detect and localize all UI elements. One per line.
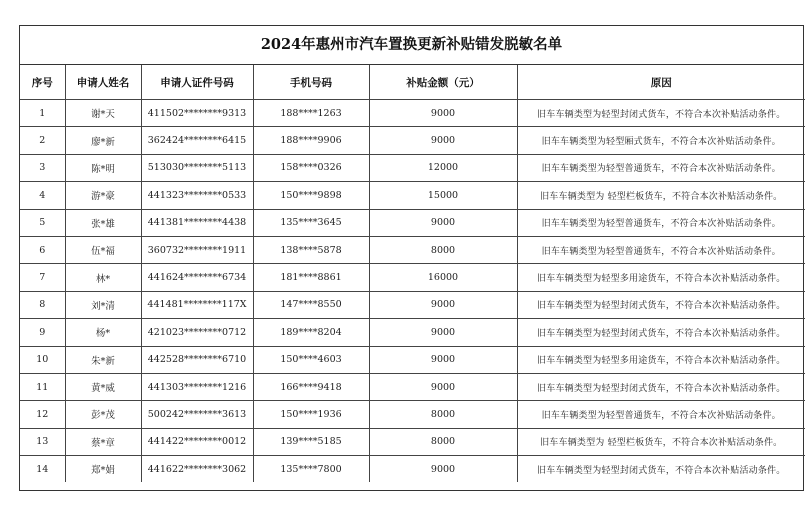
cell-reason: 旧车车辆类型为轻型普通货车，不符合本次补贴活动条件。 <box>517 236 805 263</box>
cell-reason: 旧车车辆类型为轻型普通货车，不符合本次补贴活动条件。 <box>517 401 805 428</box>
cell-id-number: 421023********0712 <box>141 319 253 346</box>
cell-id-number: 360732********1911 <box>141 236 253 263</box>
cell-reason: 旧车车辆类型为轻型封闭式货车，不符合本次补贴活动条件。 <box>517 373 805 400</box>
cell-no: 13 <box>20 428 65 455</box>
cell-no: 14 <box>20 456 65 483</box>
cell-amount: 9000 <box>369 100 517 127</box>
cell-amount: 16000 <box>369 264 517 291</box>
cell-phone: 150****1936 <box>253 401 369 428</box>
cell-reason: 旧车车辆类型为轻型普通货车，不符合本次补贴活动条件。 <box>517 209 805 236</box>
cell-no: 4 <box>20 182 65 209</box>
cell-amount: 9000 <box>369 319 517 346</box>
cell-no: 8 <box>20 291 65 318</box>
cell-reason: 旧车车辆类型为轻型多用途货车，不符合本次补贴活动条件。 <box>517 264 805 291</box>
cell-amount: 9000 <box>369 127 517 154</box>
table-row <box>20 154 805 181</box>
cell-name: 伍*福 <box>65 236 141 263</box>
cell-name: 林* <box>65 264 141 291</box>
cell-amount: 12000 <box>369 154 517 181</box>
cell-id-number: 441422********0012 <box>141 428 253 455</box>
cell-no: 12 <box>20 401 65 428</box>
cell-id-number: 513030********5113 <box>141 154 253 181</box>
cell-id-number: 441303********1216 <box>141 373 253 400</box>
table-header-row <box>20 65 805 100</box>
cell-phone: 181****8861 <box>253 264 369 291</box>
cell-no: 5 <box>20 209 65 236</box>
cell-name: 彭*茂 <box>65 401 141 428</box>
table-row <box>20 264 805 291</box>
cell-reason: 旧车车辆类型为轻型封闭式货车，不符合本次补贴活动条件。 <box>517 456 805 483</box>
cell-name: 黄*威 <box>65 373 141 400</box>
header-id: 申请人证件号码 <box>141 65 253 100</box>
header-reason: 原因 <box>517 65 805 100</box>
cell-phone: 188****9906 <box>253 127 369 154</box>
cell-name: 陈*明 <box>65 154 141 181</box>
cell-phone: 138****5878 <box>253 236 369 263</box>
cell-id-number: 441381********4438 <box>141 209 253 236</box>
cell-phone: 147****8550 <box>253 291 369 318</box>
cell-amount: 9000 <box>369 373 517 400</box>
table-row <box>20 236 805 263</box>
cell-name: 朱*新 <box>65 346 141 373</box>
cell-no: 9 <box>20 319 65 346</box>
cell-phone: 135****3645 <box>253 209 369 236</box>
cell-id-number: 441622********3062 <box>141 456 253 483</box>
document-title: 2024年惠州市汽车置换更新补贴错发脱敏名单 <box>20 26 803 65</box>
table-row <box>20 428 805 455</box>
cell-reason: 旧车车辆类型为轻型多用途货车，不符合本次补贴活动条件。 <box>517 346 805 373</box>
table-row <box>20 401 805 428</box>
cell-name: 杨* <box>65 319 141 346</box>
cell-phone: 150****4603 <box>253 346 369 373</box>
cell-name: 谢*天 <box>65 100 141 127</box>
cell-reason: 旧车车辆类型为轻型普通货车，不符合本次补贴活动条件。 <box>517 154 805 181</box>
table-row <box>20 319 805 346</box>
cell-no: 3 <box>20 154 65 181</box>
cell-name: 刘*清 <box>65 291 141 318</box>
cell-reason: 旧车车辆类型为轻型封闭式货车，不符合本次补贴活动条件。 <box>517 291 805 318</box>
cell-no: 2 <box>20 127 65 154</box>
cell-phone: 139****5185 <box>253 428 369 455</box>
header-phone: 手机号码 <box>253 65 369 100</box>
cell-name: 张*雄 <box>65 209 141 236</box>
cell-name: 蔡*章 <box>65 428 141 455</box>
cell-phone: 188****1263 <box>253 100 369 127</box>
cell-id-number: 441323********0533 <box>141 182 253 209</box>
cell-no: 11 <box>20 373 65 400</box>
cell-reason: 旧车车辆类型为 轻型栏板货车，不符合本次补贴活动条件。 <box>517 428 805 455</box>
cell-phone: 158****0326 <box>253 154 369 181</box>
cell-amount: 9000 <box>369 346 517 373</box>
cell-reason: 旧车车辆类型为轻型厢式货车，不符合本次补贴活动条件。 <box>517 127 805 154</box>
cell-amount: 8000 <box>369 236 517 263</box>
header-name: 申请人姓名 <box>65 65 141 100</box>
cell-amount: 9000 <box>369 291 517 318</box>
table-row <box>20 291 805 318</box>
header-amount: 补贴金额（元） <box>369 65 517 100</box>
table-row <box>20 209 805 236</box>
cell-amount: 8000 <box>369 401 517 428</box>
subsidy-table <box>20 65 805 482</box>
cell-phone: 166****9418 <box>253 373 369 400</box>
cell-reason: 旧车车辆类型为 轻型栏板货车，不符合本次补贴活动条件。 <box>517 182 805 209</box>
cell-id-number: 442528********6710 <box>141 346 253 373</box>
cell-name: 游*豪 <box>65 182 141 209</box>
table-row <box>20 456 805 483</box>
cell-name: 廖*新 <box>65 127 141 154</box>
cell-no: 10 <box>20 346 65 373</box>
cell-phone: 150****9898 <box>253 182 369 209</box>
cell-phone: 189****8204 <box>253 319 369 346</box>
document-sheet <box>19 25 804 491</box>
cell-id-number: 362424********6415 <box>141 127 253 154</box>
table-row <box>20 346 805 373</box>
cell-amount: 8000 <box>369 428 517 455</box>
cell-no: 7 <box>20 264 65 291</box>
cell-amount: 9000 <box>369 209 517 236</box>
cell-amount: 9000 <box>369 456 517 483</box>
cell-id-number: 441624********6734 <box>141 264 253 291</box>
cell-phone: 135****7800 <box>253 456 369 483</box>
cell-no: 1 <box>20 100 65 127</box>
cell-reason: 旧车车辆类型为轻型封闭式货车，不符合本次补贴活动条件。 <box>517 100 805 127</box>
header-no: 序号 <box>20 65 65 100</box>
cell-reason: 旧车车辆类型为轻型封闭式货车，不符合本次补贴活动条件。 <box>517 319 805 346</box>
cell-id-number: 441481********117X <box>141 291 253 318</box>
table-row <box>20 182 805 209</box>
cell-id-number: 411502********9313 <box>141 100 253 127</box>
table-row <box>20 100 805 127</box>
cell-name: 郑*娟 <box>65 456 141 483</box>
cell-no: 6 <box>20 236 65 263</box>
cell-id-number: 500242********3613 <box>141 401 253 428</box>
cell-amount: 15000 <box>369 182 517 209</box>
table-row <box>20 373 805 400</box>
table-row <box>20 127 805 154</box>
